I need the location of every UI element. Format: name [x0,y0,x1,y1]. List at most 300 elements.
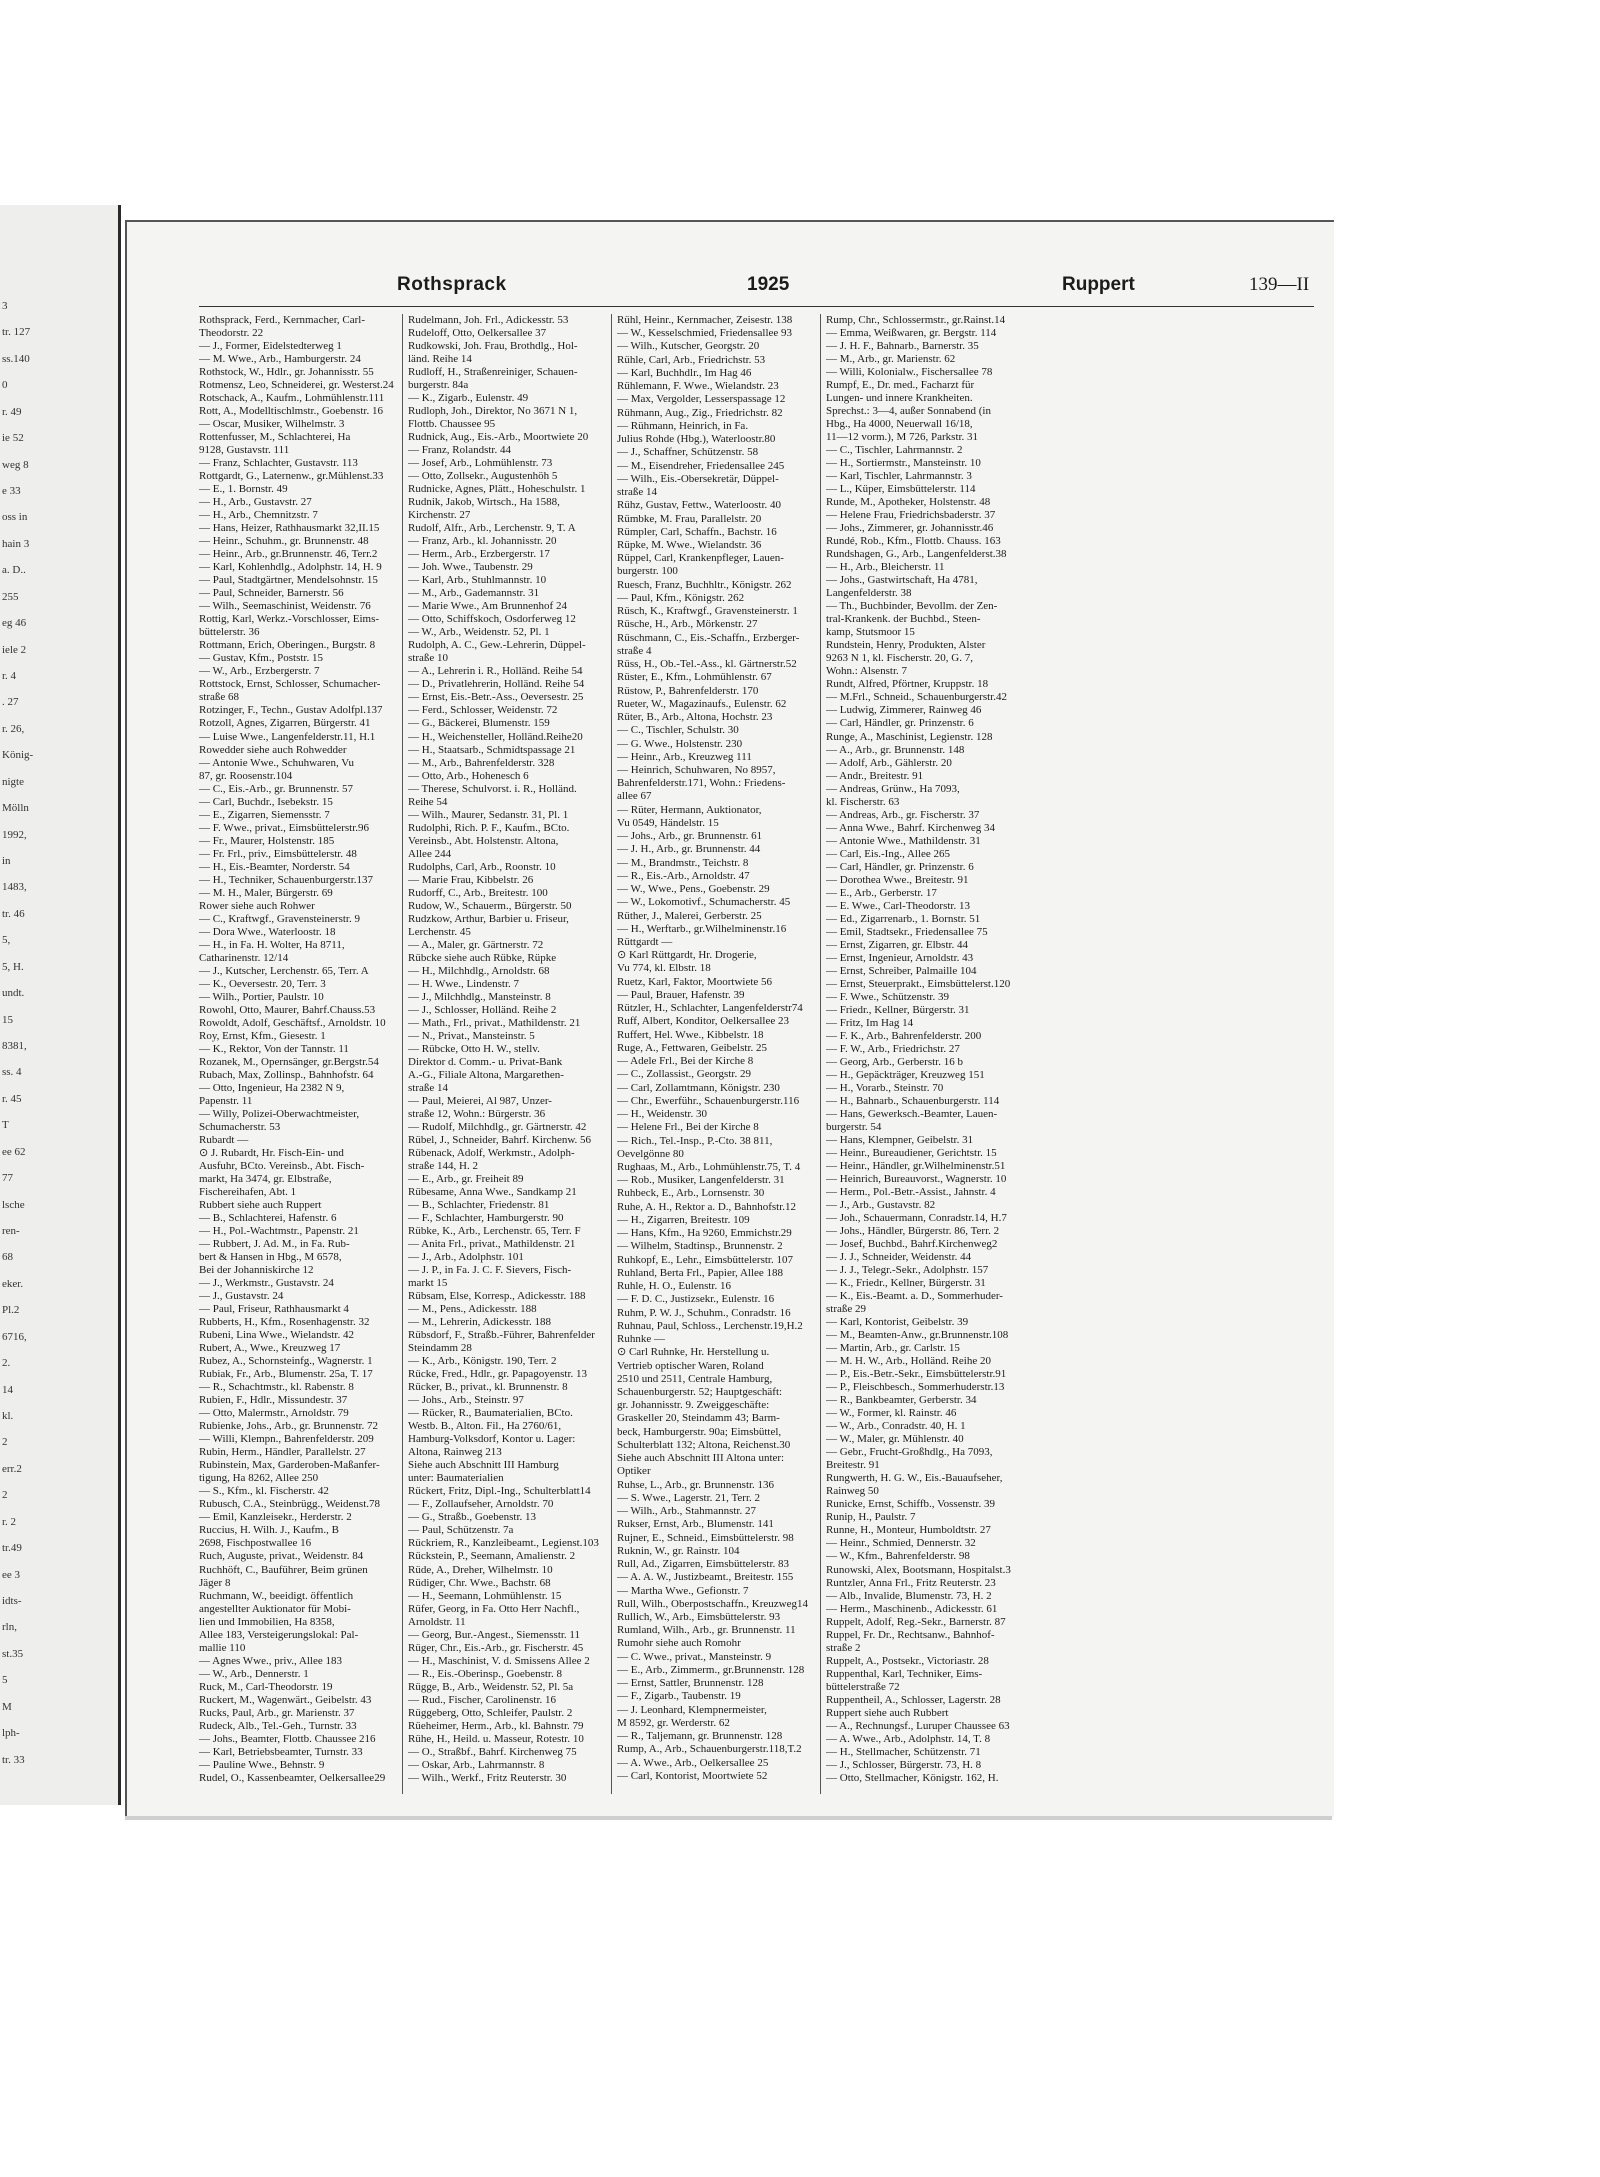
directory-entry: Rüschmann, C., Eis.-Schaffn., Erzberger- [617,631,800,644]
directory-entry: Bahrenfelderstr.171, Wohn.: Friedens- [617,777,786,790]
directory-entry: — Georg, Bur.-Angest., Siemensstr. 11 [408,1628,581,1641]
directory-entry: Rumohr siehe auch Romohr [617,1637,741,1650]
directory-entry: — Otto, Arb., Hohenesch 6 [408,769,529,782]
directory-entry: Rudnick, Aug., Eis.-Arb., Moortwiete 20 [408,431,589,444]
directory-entry: Altona, Rainweg 213 [408,1446,502,1459]
directory-entry: — J., Former, Eidelstedterweg 1 [199,340,342,353]
directory-entry: Rucks, Paul, Arb., gr. Marienstr. 37 [199,1706,355,1719]
directory-entry: Rüsch, K., Kraftwgf., Gravensteinerstr. 1 [617,605,798,618]
directory-entry: — Paul, Brauer, Hafenstr. 39 [617,988,745,1001]
directory-entry: Rüss, H., Ob.-Tel.-Ass., kl. Gärtnerstr.52 [617,658,797,671]
directory-entry: straße 144, H. 2 [408,1160,478,1173]
directory-entry: Rückstein, P., Seemann, Amalienstr. 2 [408,1550,576,1563]
directory-entry: — M., Beamten-Anw., gr.Brunnenstr.108 [826,1329,1009,1342]
directory-entry: — H., Maschinist, V. d. Smissens Allee 2 [408,1654,590,1667]
directory-entry: Ruch, Auguste, privat., Weidenstr. 84 [199,1550,364,1563]
directory-entry: Rubin, Herm., Händler, Parallelstr. 27 [199,1446,366,1459]
directory-entry: Rudnicke, Agnes, Plätt., Hoheschulstr. 1 [408,483,586,496]
directory-entry: — Georg, Arb., Gerberstr. 16 b [826,1055,963,1068]
directory-entry: Oevelgönne 80 [617,1147,684,1160]
directory-entry: Rubberts, H., Kfm., Rosenhagenstr. 32 [199,1316,370,1329]
directory-entry: Rübcke siehe auch Rübke, Rüpke [408,951,557,964]
directory-entry: Rothstock, W., Hdlr., gr. Johannisstr. 55 [199,366,374,379]
directory-entry: Rüsche, H., Arb., Mörkenstr. 27 [617,618,758,631]
directory-entry: Rukser, Ernst, Arb., Blumenstr. 141 [617,1518,774,1531]
left-page-fragment: st.35 [2,1647,24,1660]
left-page-fragment: a. D.. [2,564,26,577]
left-page-fragment: r. 4 [2,670,17,682]
directory-entry: Rübesame, Anna Wwe., Sandkamp 21 [408,1186,577,1199]
directory-entry: Ruhse, L., Arb., gr. Brunnenstr. 136 [617,1478,775,1491]
directory-entry: — K., Oeversestr. 20, Terr. 3 [199,977,326,990]
directory-entry: länd. Reihe 14 [408,353,472,366]
header-year: 1925 [747,274,790,295]
directory-entry: Rudeck, Alb., Tel.-Geh., Turnstr. 33 [199,1719,357,1732]
directory-entry: Rudow, W., Schauerm., Bürgerstr. 50 [408,899,572,912]
left-page-fragment: 2. [2,1357,11,1370]
directory-entry: Rull, Ad., Zigarren, Eimsbüttelerstr. 83 [617,1558,790,1571]
directory-entry: — Andreas, Grünw., Ha 7093, [826,782,960,795]
directory-entry: straße 4 [617,644,652,657]
directory-entry: Hbg., Ha 4000, Neuerwall 16/18, [826,418,973,431]
directory-entry: Rundstein, Henry, Produkten, Alster [826,639,986,652]
directory-entry: — Fritz, Im Hag 14 [826,1016,914,1029]
left-page-fragment: eg 46 [2,617,27,630]
directory-entry: Rudolf, Alfr., Arb., Lerchenstr. 9, T. A [408,522,576,535]
directory-entry: — J., Schlosser, Holländ. Reihe 2 [408,1003,557,1016]
directory-entry: — C., Tischler, Schulstr. 30 [617,724,739,737]
directory-entry: — H., Werftarb., gr.Wilhelminenstr.16 [617,922,787,935]
directory-entry: Vertrieb optischer Waren, Roland [617,1359,764,1372]
directory-entry: — Wilh., Seemaschinist, Weidenstr. 76 [199,600,371,613]
directory-entry: 87, gr. Roosenstr.104 [199,769,293,782]
directory-entry: ⊙ J. Rubardt, Hr. Fisch-Ein- und [199,1147,344,1159]
directory-entry: Rower siehe auch Rohwer [199,899,315,912]
directory-entry: Roy, Ernst, Kfm., Giesestr. 1 [199,1029,326,1042]
directory-entry: — Willi, Klempn., Bahrenfelderstr. 209 [199,1433,374,1446]
page-number: 139—II [1249,274,1310,295]
directory-entry: markt 15 [408,1277,448,1290]
directory-entry: — L., Küper, Eimsbüttelerstr. 114 [826,483,976,496]
directory-entry: Rundé, Rob., Kfm., Flottb. Chauss. 163 [826,535,1001,548]
directory-entry: 2510 und 2511, Centrale Hamburg, [617,1372,773,1385]
directory-entry: Rützler, H., Schlachter, Langenfelderstr74 [617,1002,803,1015]
directory-entry: burgerstr. 84a [408,379,469,392]
directory-entry: — Fr. Frl., priv., Eimsbüttelerstr. 48 [199,847,357,860]
directory-entry: Rundshagen, G., Arb., Langenfelderst.38 [826,548,1007,561]
directory-entry: — B., Schlachter, Friedenstr. 81 [408,1199,550,1212]
directory-entry: Rottmann, Erich, Oberingen., Burgstr. 8 [199,639,376,652]
directory-entry: — Fr., Maurer, Holstenstr. 185 [199,834,335,847]
directory-entry: Steindamm 28 [408,1342,472,1355]
directory-entry: — Emil, Stadtsekr., Friedensallee 75 [826,925,988,938]
directory-entry: Rainweg 50 [826,1485,879,1498]
directory-entry: Catharinenstr. 12/14 [199,951,289,964]
left-page-fragment: iele 2 [2,643,27,656]
left-page-fragment: König- [2,749,34,762]
directory-entry: Ruchmann, W., beeidigt. öffentlich [199,1589,354,1602]
directory-entry: — R., Bankbeamter, Gerberstr. 34 [826,1394,977,1407]
directory-entry: — M. H. W., Arb., Holländ. Reihe 20 [826,1355,991,1368]
directory-entry: kl. Fischerstr. 63 [826,795,900,808]
directory-entry: — Max, Vergolder, Lesserspassage 12 [617,393,786,406]
directory-entry: Rüster, E., Kfm., Lohmühlenstr. 67 [617,671,772,684]
directory-entry: — Rücker, R., Baumaterialien, BCto. [408,1407,573,1420]
directory-entry: — Johs., Gastwirtschaft, Ha 4781, [826,574,978,587]
directory-entry: — E., 1. Bornstr. 49 [199,483,288,496]
directory-entry: Papenstr. 11 [199,1094,253,1107]
directory-entry: Rücker, B., privat., kl. Brunnenstr. 8 [408,1381,568,1394]
directory-entry: ⊙ Karl Rüttgardt, Hr. Drogerie, [617,949,757,962]
left-page-fragment: 1483, [2,881,27,894]
column-divider [402,314,403,1794]
directory-entry: — Wilh., Eis.-Obersekretär, Düppel- [617,472,779,485]
directory-entry: Rudolph, A. C., Gew.-Lehrerin, Düppel- [408,639,586,652]
directory-entry: Rühlemann, F. Wwe., Wielandstr. 23 [617,380,779,393]
page-header [127,274,1334,302]
directory-entry: — Paul, Schützenstr. 7a [408,1524,514,1537]
directory-entry: Direktor d. Comm.- u. Privat-Bank [408,1055,563,1068]
directory-entry: Rumland, Wilh., Arb., gr. Brunnenstr. 11 [617,1624,796,1637]
directory-entry: Rümpler, Carl, Schaffn., Bachstr. 16 [617,525,777,538]
directory-entry: — M., Eisendreher, Friedensallee 245 [617,459,785,472]
left-page-fragment: . 27 [2,696,19,709]
directory-entry: Rüfer, Georg, in Fa. Otto Herr Nachfl., [408,1602,580,1615]
directory-entry: Bei der Johanniskirche 12 [199,1264,314,1277]
directory-entry: — Luise Wwe., Langenfelderstr.11, H.1 [199,730,376,743]
directory-entry: Ruppenthal, Karl, Techniker, Eims- [826,1667,983,1680]
directory-entry: — Marie Wwe., Am Brunnenhof 24 [408,600,567,613]
directory-entry: — A. Wwe., Arb., Adolphstr. 14, T. 8 [826,1732,991,1745]
directory-entry: — Karl, Buchhdlr., Im Hag 46 [617,366,752,379]
directory-entry: Rujner, E., Schneid., Eimsbüttelerstr. 98 [617,1531,794,1544]
directory-entry: — R., Schachtmstr., kl. Rabenstr. 8 [199,1381,354,1394]
directory-entry: Rott, A., Modelltischlmstr., Goebenstr. 16 [199,405,383,418]
directory-entry: Rungwerth, H. G. W., Eis.-Bauaufseher, [826,1472,1003,1485]
directory-entry: — Dora Wwe., Waterloostr. 18 [199,925,336,938]
directory-entry: — Franz, Schlachter, Gustavstr. 113 [199,457,358,470]
directory-entry: — Rubbert, J. Ad. M., in Fa. Rub- [199,1238,350,1251]
column-4 [826,314,1022,1794]
directory-entry: Ruppel, Fr. Dr., Rechtsanw., Bahnhof- [826,1628,995,1641]
directory-entry: Rump, A., Arb., Schauenburgerstr.118,T.2 [617,1743,802,1756]
directory-entry: Ruppelt, A., Postsekr., Victoriastr. 28 [826,1654,989,1667]
directory-entry: — H., Arb., Bleicherstr. 11 [826,561,945,574]
directory-entry: — F. K., Arb., Bahrenfelderstr. 200 [826,1029,982,1042]
directory-entry: Reihe 54 [408,795,448,808]
directory-entry: Jäger 8 [199,1576,231,1589]
directory-entry: — F., Zollaufseher, Arnoldstr. 70 [408,1498,554,1511]
left-page-fragment: 0 [2,379,8,392]
directory-entry: Rümbke, M. Frau, Parallelstr. 20 [617,512,762,525]
directory-entry: Rüger, Chr., Eis.-Arb., gr. Fischerstr. 45 [408,1641,584,1654]
left-page-fragment: r. 45 [2,1092,22,1105]
directory-entry: — Gustav, Kfm., Poststr. 15 [199,652,323,665]
directory-entry: Runde, M., Apotheker, Holstenstr. 48 [826,496,991,509]
directory-entry: Ruhm, P. W. J., Schuhm., Conradstr. 16 [617,1306,791,1319]
directory-entry: Rüther, J., Malerei, Gerberstr. 25 [617,909,762,922]
directory-entry: — J. J., Telegr.-Sekr., Adolphstr. 157 [826,1264,989,1277]
directory-entry: Rüde, A., Dreher, Wilhelmstr. 10 [408,1563,553,1576]
directory-entry: — J. J., Schneider, Weidenstr. 44 [826,1251,972,1264]
directory-entry: — Rübcke, Otto H. W., stellv. [408,1042,540,1055]
left-page-fragment: ie 52 [2,432,24,445]
directory-entry: — Oskar, Arb., Lahrmannstr. 8 [408,1758,545,1771]
directory-entry: — Oscar, Musiker, Wilhelmstr. 3 [199,418,345,431]
left-page-fragment: r. 49 [2,405,22,418]
directory-entry: Rüeheimer, Herm., Arb., kl. Bahnstr. 79 [408,1719,584,1732]
directory-entry: — F., Schlachter, Hamburgerstr. 90 [408,1212,564,1225]
left-page-fragment: tr. 33 [2,1753,25,1766]
directory-entry: — Ernst, Ingenieur, Arnoldstr. 43 [826,951,974,964]
directory-entry: Rüdiger, Chr. Wwe., Bachstr. 68 [408,1576,551,1589]
left-page-fragment: 5, [2,934,11,947]
directory-entry: Rudkowski, Joh. Frau, Brothdlg., Hol- [408,340,578,353]
left-page-fragment: idts- [2,1595,22,1607]
left-page-fragment: ss. 4 [2,1066,22,1079]
directory-entry: — H., Gepäckträger, Kreuzweg 151 [826,1068,985,1081]
directory-entry: Rübenack, Adolf, Werkmstr., Adolph- [408,1147,575,1159]
directory-entry: — Paul, Friseur, Rathhausmarkt 4 [199,1303,349,1316]
directory-entry: — J., Kutscher, Lerchenstr. 65, Terr. A [199,964,369,977]
directory-entry: 11—12 vorm.), M 726, Parkstr. 31 [826,431,979,444]
directory-entry: — Hans, Heizer, Rathhausmarkt 32,II.15 [199,522,380,535]
directory-entry: — C., Kraftwgf., Gravensteinerstr. 9 [199,912,360,925]
directory-entry: Ruetz, Karl, Faktor, Moortwiete 56 [617,975,773,988]
directory-entry: Rüggeberg, Otto, Schleifer, Paulstr. 2 [408,1706,573,1719]
directory-entry: Runge, A., Maschinist, Legienstr. 128 [826,730,993,743]
directory-entry: Rubbert siehe auch Ruppert [199,1199,322,1212]
directory-entry: — M.Frl., Schneid., Schauenburgerstr.42 [826,691,1007,704]
directory-entry: — H., Techniker, Schauenburgerstr.137 [199,873,374,886]
directory-entry: — H., Weidenstr. 30 [617,1108,707,1121]
directory-entry: mallie 110 [199,1641,246,1654]
directory-entry: Rotzoll, Agnes, Zigarren, Bürgerstr. 41 [199,717,371,730]
directory-entry: — H. Wwe., Lindenstr. 7 [408,977,520,990]
directory-entry: 9263 N 1, kl. Fischerstr. 20, G. 7, [826,652,973,665]
directory-entry: — Karl, Betriebsbeamter, Turnstr. 33 [199,1745,363,1758]
directory-entry: — H., Weichensteller, Holländ.Reihe20 [408,730,583,743]
directory-entry: kamp, Stutsmoor 15 [826,626,915,639]
directory-entry: Rühle, Carl, Arb., Friedrichstr. 53 [617,353,766,366]
directory-entry: — K., Arb., Königstr. 190, Terr. 2 [408,1355,557,1368]
directory-entry: — A. Wwe., Arb., Oelkersallee 25 [617,1756,769,1769]
directory-entry: — J., Gustavstr. 24 [199,1290,284,1303]
directory-entry: Runip, H., Paulstr. 7 [826,1511,916,1524]
directory-entry: — Gebr., Frucht-Großhdlg., Ha 7093, [826,1446,993,1459]
directory-entry: Rundt, Alfred, Pförtner, Kruppstr. 18 [826,678,989,691]
directory-entry: Wohn.: Alsenstr. 7 [826,665,908,678]
directory-entry: — Alb., Invalide, Blumenstr. 73, H. 2 [826,1589,992,1602]
directory-entry: — Willi, Kolonialw., Fischersallee 78 [826,366,993,379]
directory-entry: Ruhnau, Paul, Schloss., Lerchenstr.19,H.2 [617,1319,803,1332]
directory-entry: — Karl, Tischler, Lahrmannstr. 3 [826,470,972,483]
directory-entry: — Adele Frl., Bei der Kirche 8 [617,1055,754,1068]
column-divider [611,314,612,1794]
directory-entry: Ruccius, H. Wilh. J., Kaufm., B [199,1524,339,1537]
left-page-fragment: nigte [2,775,24,788]
directory-entry: — Ernst, Sattler, Brunnenstr. 128 [617,1677,764,1690]
directory-entry: — S., Kfm., kl. Fischerstr. 42 [199,1485,329,1498]
directory-entry: Rücke, Fred., Hdlr., gr. Papagoyenstr. 13 [408,1368,588,1381]
directory-entry: — Hans, Kfm., Ha 9260, Emmichstr.29 [617,1227,792,1240]
directory-entry: Ruhnke — [617,1333,665,1346]
directory-entry: — Ferd., Schlosser, Weidenstr. 72 [408,704,558,717]
directory-entry: gr. Johannisstr. 9. Zweiggeschäfte: [617,1399,770,1412]
directory-entry: — Heinr., Bureaudiener, Gerichtstr. 15 [826,1147,997,1159]
left-page-fragment: lsche [2,1198,25,1211]
directory-entry: — H., Pol.-Wachtmstr., Papenstr. 21 [199,1225,359,1238]
directory-entry: markt, Ha 3474, gr. Elbstraße, [199,1173,332,1186]
directory-entry: — P., Fleischbesch., Sommerhuderstr.13 [826,1381,1005,1394]
left-page-fragment: 2 [2,1489,8,1502]
directory-entry: — S. Wwe., Lagerstr. 21, Terr. 2 [617,1491,761,1504]
directory-entry: — Paul, Meierei, Al 987, Unzer- [408,1094,552,1107]
directory-entry: — Wilh., Maurer, Sedanstr. 31, Pl. 1 [408,808,569,821]
directory-entry: — E., Arb., gr. Freiheit 89 [408,1173,524,1186]
left-page-fragment: ren- [2,1225,20,1237]
directory-entry: Rottig, Karl, Werkz.-Vorschlosser, Eims- [199,613,380,626]
directory-entry: — Carl, Eis.-Ing., Allee 265 [826,847,951,860]
directory-entry: — Pauline Wwe., Behnstr. 9 [199,1758,325,1771]
directory-entry: — Agnes Wwe., priv., Allee 183 [199,1654,342,1667]
directory-entry: Rudnik, Jakob, Wirtsch., Ha 1588, [408,496,560,509]
directory-entry: — Heinrich, Schuhwaren, No 8957, [617,763,776,776]
directory-entry: Flottb. Chaussee 95 [408,418,496,431]
directory-entry: Ruffert, Hel. Wwe., Kibbelstr. 18 [617,1028,764,1041]
directory-entry: — Emil, Kanzleisekr., Herderstr. 2 [199,1511,352,1524]
left-page-fragment: Mölln [2,802,29,815]
left-page-fragment: lph- [2,1727,20,1740]
directory-entry: 2698, Fischpostwallee 16 [199,1537,312,1550]
left-page-fragment: ee 3 [2,1568,21,1581]
directory-entry: Theodorstr. 22 [199,327,264,340]
directory-entry: Rottgardt, G., Laternenw., gr.Mühlenst.33 [199,470,384,483]
directory-entry: Ruck, M., Carl-Theodorstr. 19 [199,1680,333,1693]
directory-entry: — G. Wwe., Holstenstr. 230 [617,737,743,750]
directory-entry: Allee 244 [408,847,452,860]
directory-entry: — F. D. C., Justizsekr., Eulenstr. 16 [617,1293,775,1306]
directory-entry: — Adolf, Arb., Gählerstr. 20 [826,756,952,769]
directory-entry: — J. Leonhard, Klempnermeister, [617,1703,767,1716]
header-right-keyword: Ruppert [1062,274,1135,295]
directory-entry: — H., Zigarren, Breitestr. 109 [617,1213,750,1226]
directory-entry: — Heinr., Arb., Kreuzweg 111 [617,750,752,763]
directory-entry: — Herm., Maschinenb., Adickesstr. 61 [826,1602,998,1615]
directory-entry: — Carl, Kontorist, Moortwiete 52 [617,1769,768,1782]
left-page-fragment: r. 26, [2,722,25,735]
directory-entry: — Heinrich, Bureauvorst., Wagnerstr. 10 [826,1173,1007,1186]
directory-entry: Rumpf, E., Dr. med., Facharzt für [826,379,975,392]
directory-entry: Kirchenstr. 27 [408,509,471,522]
directory-entry: — F. Wwe., Schützenstr. 39 [826,990,949,1003]
directory-entry: — A., Maler, gr. Gärtnerstr. 72 [408,938,544,951]
directory-entry: — W., Lokomotivf., Schumacherstr. 45 [617,896,791,909]
directory-entry: — W., Wwe., Pens., Goebenstr. 29 [617,883,770,896]
directory-entry: Rubinstein, Max, Garderoben-Maßanfer- [199,1459,380,1472]
directory-entry: — G., Bäckerei, Blumenstr. 159 [408,717,550,730]
directory-entry: — Karl, Kohlenhdlg., Adolphstr. 14, H. 9 [199,561,382,574]
directory-entry: — Otto, Ingenieur, Ha 2382 N 9, [199,1081,345,1094]
directory-entry: — P., Eis.-Betr.-Sekr., Eimsbüttelerstr.91 [826,1368,1007,1381]
directory-entry: Rudolphs, Carl, Arb., Roonstr. 10 [408,860,556,873]
directory-entry: straße 10 [408,652,449,665]
directory-entry: — D., Privatlehrerin, Holländ. Reihe 54 [408,678,585,691]
directory-entry: — Rühmann, Heinrich, in Fa. [617,419,749,432]
directory-entry: — Antonie Wwe., Schuhwaren, Vu [199,756,355,769]
directory-entry: — Hans, Klempner, Geibelstr. 31 [826,1133,974,1146]
directory-entry: Rotmensz, Leo, Schneiderei, gr. Westerst.24 [199,379,394,392]
directory-entry: — Martha Wwe., Gefionstr. 7 [617,1584,749,1597]
directory-entry: — Anita Frl., privat., Mathildenstr. 21 [408,1238,576,1251]
directory-entry: — Heinr., Schuhm., gr. Brunnenstr. 48 [199,535,369,548]
directory-entry: — H., Stellmacher, Schützenstr. 71 [826,1745,981,1758]
directory-entry: — J., Arb., Adolphstr. 101 [408,1251,524,1264]
directory-entry: Ruge, A., Fettwaren, Geibelstr. 25 [617,1041,768,1054]
directory-entry: — Johs., Händler, Bürgerstr. 86, Terr. 2 [826,1225,1000,1238]
directory-entry: Runtzler, Anna Frl., Fritz Reuterstr. 23 [826,1576,996,1589]
directory-entry: — Johs., Arb., gr. Brunnenstr. 61 [617,830,763,843]
left-page-fragment: 5, H. [2,960,24,973]
left-page-fragment: in [2,855,11,867]
directory-entry: — Rob., Musiker, Langenfelderstr. 31 [617,1174,785,1187]
directory-entry: Vu 0549, Händelstr. 15 [617,816,719,829]
directory-entry: Ruhland, Berta Frl., Papier, Allee 188 [617,1266,784,1279]
directory-entry: büttelerstr. 36 [199,626,260,639]
directory-entry: Rübsdorf, F., Straßb.-Führer, Bahrenfelder [408,1329,595,1342]
directory-entry: Ruhe, A. H., Rektor a. D., Bahnhofstr.12 [617,1200,797,1213]
directory-entry: Rudeloff, Otto, Oelkersallee 37 [408,327,547,340]
directory-entry: Rudloff, H., Straßenreiniger, Schauen- [408,366,578,379]
left-page-fragment: ss.140 [2,352,30,365]
left-page-fragment: err.2 [2,1462,22,1475]
left-page-fragment: M [2,1700,12,1713]
directory-entry: straße 14 [617,486,658,499]
directory-entry: Rudzkow, Arthur, Barbier u. Friseur, [408,912,569,925]
directory-entry: — Ernst, Schreiber, Palmaille 104 [826,964,977,977]
directory-entry: — Franz, Rolandstr. 44 [408,444,511,457]
directory-entry: — Paul, Schneider, Barnerstr. 56 [199,587,344,600]
directory-entry: Ruhle, H. O., Eulenstr. 16 [617,1280,731,1293]
left-page-fragment: 3 [2,300,8,312]
directory-entry: Rudel, O., Kassenbeamter, Oelkersallee29 [199,1771,386,1784]
directory-entry: Rühe, H., Heild. u. Masseur, Rotestr. 10 [408,1732,584,1745]
directory-entry: Rubiak, Fr., Arb., Blumenstr. 25a, T. 17 [199,1368,373,1381]
directory-entry: — Carl, Zollamtmann, Königstr. 230 [617,1081,780,1094]
directory-entry: Rudloph, Joh., Direktor, No 3671 N 1, [408,405,578,418]
directory-entry: — C., Zollassist., Georgstr. 29 [617,1068,751,1081]
directory-entry: — J., Arb., Gustavstr. 82 [826,1199,936,1212]
directory-entry: Runne, H., Monteur, Humboldtstr. 27 [826,1524,991,1537]
directory-entry: — Carl, Händler, gr. Prinzenstr. 6 [826,860,974,873]
left-page-fragment: 14 [2,1383,13,1396]
directory-entry: — Th., Buchbinder, Bevollm. der Zen- [826,600,998,613]
directory-entry: — J. H. F., Bahnarb., Barnerstr. 35 [826,340,979,353]
directory-entry: — Otto, Stellmacher, Königstr. 162, H. [826,1771,999,1784]
directory-entry: — Rüter, Hermann, Auktionator, [617,803,762,816]
directory-entry: Arnoldstr. 11 [408,1615,466,1628]
directory-entry: bert & Hansen in Hbg., M 6578, [199,1251,342,1264]
left-page-fragment: 68 [2,1251,13,1264]
left-page-fragment: rln, [2,1621,17,1634]
directory-entry: — K., Zigarb., Eulenstr. 49 [408,392,529,405]
directory-entry: — Joh. Wwe., Taubenstr. 29 [408,561,533,574]
directory-entry: Rudolphi, Rich. P. F., Kaufm., BCto. [408,821,570,834]
directory-entry: angestellter Auktionator für Mobi- [199,1602,351,1615]
directory-entry: straße 14 [408,1081,449,1094]
directory-entry: Fischereihafen, Abt. 1 [199,1186,297,1199]
left-page-edge [0,205,121,1805]
